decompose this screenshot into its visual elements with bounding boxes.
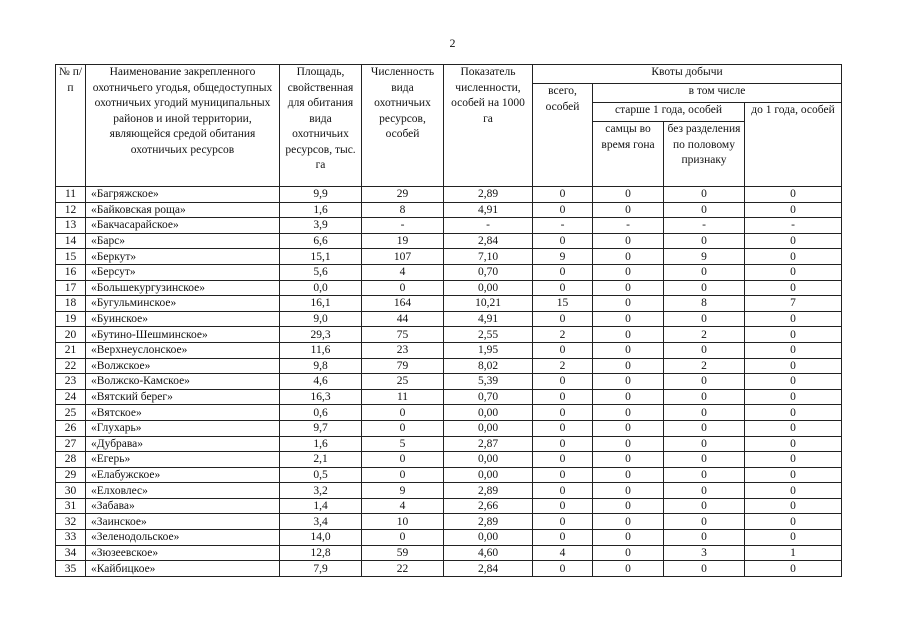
row-number: 33 xyxy=(56,530,86,546)
table-row xyxy=(56,233,842,249)
quota-young: 0 xyxy=(745,452,842,468)
quota-total: 0 xyxy=(533,187,593,203)
quota-young: 0 xyxy=(745,405,842,421)
quota-young: 0 xyxy=(745,498,842,514)
area-value: 4,6 xyxy=(280,374,362,390)
hunting-ground-name: «Байковская роща» xyxy=(86,202,280,218)
area-value: 15,1 xyxy=(280,249,362,265)
quota-males: 0 xyxy=(593,264,664,280)
row-number: 22 xyxy=(56,358,86,374)
quota-young: 0 xyxy=(745,311,842,327)
density-value: 2,84 xyxy=(444,561,533,577)
quota-young: 0 xyxy=(745,530,842,546)
quota-males: 0 xyxy=(593,545,664,561)
quota-no-sex: 0 xyxy=(664,264,745,280)
quota-males: 0 xyxy=(593,342,664,358)
density-value: 0,70 xyxy=(444,264,533,280)
area-value: 3,4 xyxy=(280,514,362,530)
quota-young: 0 xyxy=(745,202,842,218)
table-row xyxy=(56,249,842,265)
quota-total: 0 xyxy=(533,374,593,390)
population-count: 75 xyxy=(362,327,444,343)
hunting-ground-name: «Багряжское» xyxy=(86,187,280,203)
population-count: 5 xyxy=(362,436,444,452)
quota-males: 0 xyxy=(593,498,664,514)
density-value: 8,02 xyxy=(444,358,533,374)
table-row xyxy=(56,280,842,296)
quota-males: 0 xyxy=(593,374,664,390)
density-value: 0,00 xyxy=(444,420,533,436)
quota-no-sex: 0 xyxy=(664,280,745,296)
table-row xyxy=(56,530,842,546)
table-body xyxy=(56,187,842,577)
row-number: 16 xyxy=(56,264,86,280)
quota-no-sex: 0 xyxy=(664,342,745,358)
density-value: 2,87 xyxy=(444,436,533,452)
hunting-ground-name: «Зеленодольское» xyxy=(86,530,280,546)
quota-total: - xyxy=(533,218,593,234)
quota-young: 0 xyxy=(745,514,842,530)
population-count: 0 xyxy=(362,420,444,436)
quota-total: 0 xyxy=(533,389,593,405)
quota-males: 0 xyxy=(593,187,664,203)
row-number: 30 xyxy=(56,483,86,499)
quota-no-sex: 0 xyxy=(664,561,745,577)
population-count: 0 xyxy=(362,530,444,546)
header-younger: до 1 года, особей xyxy=(745,103,842,187)
table-row xyxy=(56,467,842,483)
table-row xyxy=(56,311,842,327)
row-number: 21 xyxy=(56,342,86,358)
quota-total: 0 xyxy=(533,311,593,327)
quota-males: 0 xyxy=(593,296,664,312)
header-quotas: Квоты добычи xyxy=(533,65,842,84)
area-value: 1,6 xyxy=(280,436,362,452)
header-count: Численность вида охотничьих ресурсов, особей xyxy=(362,65,444,187)
quota-no-sex: - xyxy=(664,218,745,234)
population-count: 44 xyxy=(362,311,444,327)
row-number: 32 xyxy=(56,514,86,530)
row-number: 25 xyxy=(56,405,86,421)
quota-no-sex: 0 xyxy=(664,233,745,249)
quota-males: 0 xyxy=(593,389,664,405)
quota-no-sex: 0 xyxy=(664,374,745,390)
hunting-ground-name: «Бутино-Шешминское» xyxy=(86,327,280,343)
quota-no-sex: 2 xyxy=(664,327,745,343)
row-number: 12 xyxy=(56,202,86,218)
area-value: 0,6 xyxy=(280,405,362,421)
quota-males: 0 xyxy=(593,249,664,265)
population-count: 0 xyxy=(362,405,444,421)
row-number: 34 xyxy=(56,545,86,561)
quota-total: 0 xyxy=(533,280,593,296)
quota-total: 2 xyxy=(533,327,593,343)
quota-total: 0 xyxy=(533,420,593,436)
quota-total: 0 xyxy=(533,342,593,358)
row-number: 31 xyxy=(56,498,86,514)
population-count: 4 xyxy=(362,264,444,280)
row-number: 19 xyxy=(56,311,86,327)
quota-young: 0 xyxy=(745,420,842,436)
hunting-ground-name: «Бугульминское» xyxy=(86,296,280,312)
hunting-ground-name: «Берсут» xyxy=(86,264,280,280)
population-count: 0 xyxy=(362,452,444,468)
density-value: 0,00 xyxy=(444,405,533,421)
hunting-ground-name: «Зюзеевское» xyxy=(86,545,280,561)
hunting-ground-name: «Большекургузинское» xyxy=(86,280,280,296)
quota-young: 7 xyxy=(745,296,842,312)
header-nosex: без разделения по половому признаку xyxy=(664,122,745,187)
density-value: 4,60 xyxy=(444,545,533,561)
header-num: № п/п xyxy=(56,65,86,187)
table-row xyxy=(56,187,842,203)
quota-total: 0 xyxy=(533,561,593,577)
density-value: 0,00 xyxy=(444,452,533,468)
quota-young: 0 xyxy=(745,436,842,452)
header-including: в том числе xyxy=(593,84,842,103)
table-row xyxy=(56,374,842,390)
quota-males: 0 xyxy=(593,311,664,327)
page-number: 2 xyxy=(449,36,456,50)
density-value: 0,00 xyxy=(444,530,533,546)
quota-no-sex: 0 xyxy=(664,514,745,530)
population-count: 11 xyxy=(362,389,444,405)
population-count: 8 xyxy=(362,202,444,218)
quota-total: 2 xyxy=(533,358,593,374)
hunting-ground-name: «Волжско-Камское» xyxy=(86,374,280,390)
quota-young: 0 xyxy=(745,358,842,374)
hunting-ground-name: «Барс» xyxy=(86,233,280,249)
row-number: 17 xyxy=(56,280,86,296)
row-number: 18 xyxy=(56,296,86,312)
population-count: 164 xyxy=(362,296,444,312)
population-count: 4 xyxy=(362,498,444,514)
area-value: 2,1 xyxy=(280,452,362,468)
quota-males: 0 xyxy=(593,233,664,249)
hunting-ground-name: «Глухарь» xyxy=(86,420,280,436)
area-value: 14,0 xyxy=(280,530,362,546)
quota-total: 9 xyxy=(533,249,593,265)
hunting-ground-name: «Кайбицкое» xyxy=(86,561,280,577)
density-value: 4,91 xyxy=(444,311,533,327)
quota-young: 0 xyxy=(745,483,842,499)
density-value: 5,39 xyxy=(444,374,533,390)
quota-young: 0 xyxy=(745,327,842,343)
area-value: 16,1 xyxy=(280,296,362,312)
quota-young: 0 xyxy=(745,467,842,483)
area-value: 7,9 xyxy=(280,561,362,577)
row-number: 15 xyxy=(56,249,86,265)
density-value: 0,70 xyxy=(444,389,533,405)
quota-no-sex: 8 xyxy=(664,296,745,312)
quota-no-sex: 0 xyxy=(664,202,745,218)
hunting-ground-name: «Дубрава» xyxy=(86,436,280,452)
area-value: 0,0 xyxy=(280,280,362,296)
area-value: 5,6 xyxy=(280,264,362,280)
row-number: 23 xyxy=(56,374,86,390)
population-count: 79 xyxy=(362,358,444,374)
quota-total: 15 xyxy=(533,296,593,312)
hunting-ground-name: «Бакчасарайское» xyxy=(86,218,280,234)
hunting-ground-name: «Волжское» xyxy=(86,358,280,374)
density-value: 2,84 xyxy=(444,233,533,249)
hunting-quota-table xyxy=(55,64,842,577)
table-row xyxy=(56,202,842,218)
quota-males: 0 xyxy=(593,405,664,421)
header-total: всего, особей xyxy=(533,84,593,187)
area-value: 9,0 xyxy=(280,311,362,327)
header-males: самцы во время гона xyxy=(593,122,664,187)
row-number: 26 xyxy=(56,420,86,436)
row-number: 11 xyxy=(56,187,86,203)
hunting-ground-name: «Елховлес» xyxy=(86,483,280,499)
table-row xyxy=(56,420,842,436)
quota-total: 0 xyxy=(533,452,593,468)
header-density: Показатель численности, особей на 1000 га xyxy=(444,65,533,187)
quota-total: 0 xyxy=(533,514,593,530)
area-value: 3,2 xyxy=(280,483,362,499)
quota-males: 0 xyxy=(593,514,664,530)
density-value: 1,95 xyxy=(444,342,533,358)
area-value: 9,7 xyxy=(280,420,362,436)
quota-young: 0 xyxy=(745,280,842,296)
density-value: 2,89 xyxy=(444,187,533,203)
quota-total: 0 xyxy=(533,483,593,499)
density-value: 2,55 xyxy=(444,327,533,343)
row-number: 35 xyxy=(56,561,86,577)
density-value: 0,00 xyxy=(444,280,533,296)
area-value: 3,9 xyxy=(280,218,362,234)
quota-total: 0 xyxy=(533,233,593,249)
quota-young: 0 xyxy=(745,264,842,280)
population-count: 25 xyxy=(362,374,444,390)
quota-total: 0 xyxy=(533,202,593,218)
row-number: 27 xyxy=(56,436,86,452)
density-value: 4,91 xyxy=(444,202,533,218)
table-row xyxy=(56,389,842,405)
quota-males: 0 xyxy=(593,358,664,374)
population-count: 9 xyxy=(362,483,444,499)
hunting-ground-name: «Верхнеуслонское» xyxy=(86,342,280,358)
table-row xyxy=(56,264,842,280)
population-count: 0 xyxy=(362,467,444,483)
quota-young: 0 xyxy=(745,233,842,249)
quota-no-sex: 0 xyxy=(664,498,745,514)
area-value: 1,4 xyxy=(280,498,362,514)
quota-no-sex: 0 xyxy=(664,467,745,483)
population-count: 0 xyxy=(362,280,444,296)
quota-total: 0 xyxy=(533,498,593,514)
quota-young: 0 xyxy=(745,187,842,203)
row-number: 14 xyxy=(56,233,86,249)
quota-males: 0 xyxy=(593,420,664,436)
table-row xyxy=(56,436,842,452)
quota-males: 0 xyxy=(593,436,664,452)
quota-young: 0 xyxy=(745,342,842,358)
density-value: - xyxy=(444,218,533,234)
area-value: 12,8 xyxy=(280,545,362,561)
table-row xyxy=(56,561,842,577)
hunting-ground-name: «Елабужское» xyxy=(86,467,280,483)
quota-no-sex: 0 xyxy=(664,483,745,499)
quota-total: 0 xyxy=(533,436,593,452)
table-row xyxy=(56,514,842,530)
density-value: 2,89 xyxy=(444,514,533,530)
table-row xyxy=(56,218,842,234)
quota-males: 0 xyxy=(593,202,664,218)
quota-young: - xyxy=(745,218,842,234)
table-row xyxy=(56,498,842,514)
quota-total: 4 xyxy=(533,545,593,561)
hunting-ground-name: «Беркут» xyxy=(86,249,280,265)
table-row xyxy=(56,452,842,468)
quota-total: 0 xyxy=(533,264,593,280)
population-count: - xyxy=(362,218,444,234)
quota-males: 0 xyxy=(593,530,664,546)
density-value: 10,21 xyxy=(444,296,533,312)
header-name: Наименование закрепленного охотничьего угодья, общедоступных охотничьих угодий муниципальных районов и иной территории, являющейся средой обитания охотничьих ресурсов xyxy=(86,65,280,187)
table-row xyxy=(56,483,842,499)
hunting-ground-name: «Забава» xyxy=(86,498,280,514)
population-count: 19 xyxy=(362,233,444,249)
quota-young: 0 xyxy=(745,374,842,390)
quota-total: 0 xyxy=(533,405,593,421)
quota-young: 0 xyxy=(745,561,842,577)
quota-total: 0 xyxy=(533,467,593,483)
quota-no-sex: 9 xyxy=(664,249,745,265)
density-value: 2,89 xyxy=(444,483,533,499)
quota-no-sex: 2 xyxy=(664,358,745,374)
hunting-ground-name: «Буинское» xyxy=(86,311,280,327)
row-number: 29 xyxy=(56,467,86,483)
hunting-ground-name: «Заинское» xyxy=(86,514,280,530)
hunting-ground-name: «Вятский берег» xyxy=(86,389,280,405)
density-value: 2,66 xyxy=(444,498,533,514)
row-number: 13 xyxy=(56,218,86,234)
area-value: 9,9 xyxy=(280,187,362,203)
quota-males: 0 xyxy=(593,452,664,468)
population-count: 59 xyxy=(362,545,444,561)
quota-males: 0 xyxy=(593,327,664,343)
density-value: 7,10 xyxy=(444,249,533,265)
density-value: 0,00 xyxy=(444,467,533,483)
area-value: 16,3 xyxy=(280,389,362,405)
header-older: старше 1 года, особей xyxy=(593,103,745,122)
table-row xyxy=(56,327,842,343)
table-row xyxy=(56,405,842,421)
population-count: 23 xyxy=(362,342,444,358)
population-count: 22 xyxy=(362,561,444,577)
area-value: 29,3 xyxy=(280,327,362,343)
quota-no-sex: 0 xyxy=(664,420,745,436)
hunting-ground-name: «Егерь» xyxy=(86,452,280,468)
quota-young: 0 xyxy=(745,389,842,405)
table-row xyxy=(56,296,842,312)
area-value: 9,8 xyxy=(280,358,362,374)
header-area: Площадь, свойственная для обитания вида охотничьих ресурсов, тыс. га xyxy=(280,65,362,187)
quota-young: 1 xyxy=(745,545,842,561)
hunting-ground-name: «Вятское» xyxy=(86,405,280,421)
quota-no-sex: 3 xyxy=(664,545,745,561)
row-number: 24 xyxy=(56,389,86,405)
area-value: 0,5 xyxy=(280,467,362,483)
population-count: 10 xyxy=(362,514,444,530)
area-value: 1,6 xyxy=(280,202,362,218)
quota-no-sex: 0 xyxy=(664,187,745,203)
population-count: 107 xyxy=(362,249,444,265)
quota-males: 0 xyxy=(593,467,664,483)
table-row xyxy=(56,358,842,374)
table-row xyxy=(56,545,842,561)
row-number: 28 xyxy=(56,452,86,468)
population-count: 29 xyxy=(362,187,444,203)
quota-males: 0 xyxy=(593,483,664,499)
area-value: 6,6 xyxy=(280,233,362,249)
table-row xyxy=(56,342,842,358)
area-value: 11,6 xyxy=(280,342,362,358)
quota-total: 0 xyxy=(533,530,593,546)
quota-males: - xyxy=(593,218,664,234)
quota-no-sex: 0 xyxy=(664,389,745,405)
quota-males: 0 xyxy=(593,561,664,577)
quota-young: 0 xyxy=(745,249,842,265)
quota-no-sex: 0 xyxy=(664,452,745,468)
quota-males: 0 xyxy=(593,280,664,296)
quota-no-sex: 0 xyxy=(664,405,745,421)
row-number: 20 xyxy=(56,327,86,343)
quota-no-sex: 0 xyxy=(664,311,745,327)
quota-no-sex: 0 xyxy=(664,436,745,452)
quota-no-sex: 0 xyxy=(664,530,745,546)
